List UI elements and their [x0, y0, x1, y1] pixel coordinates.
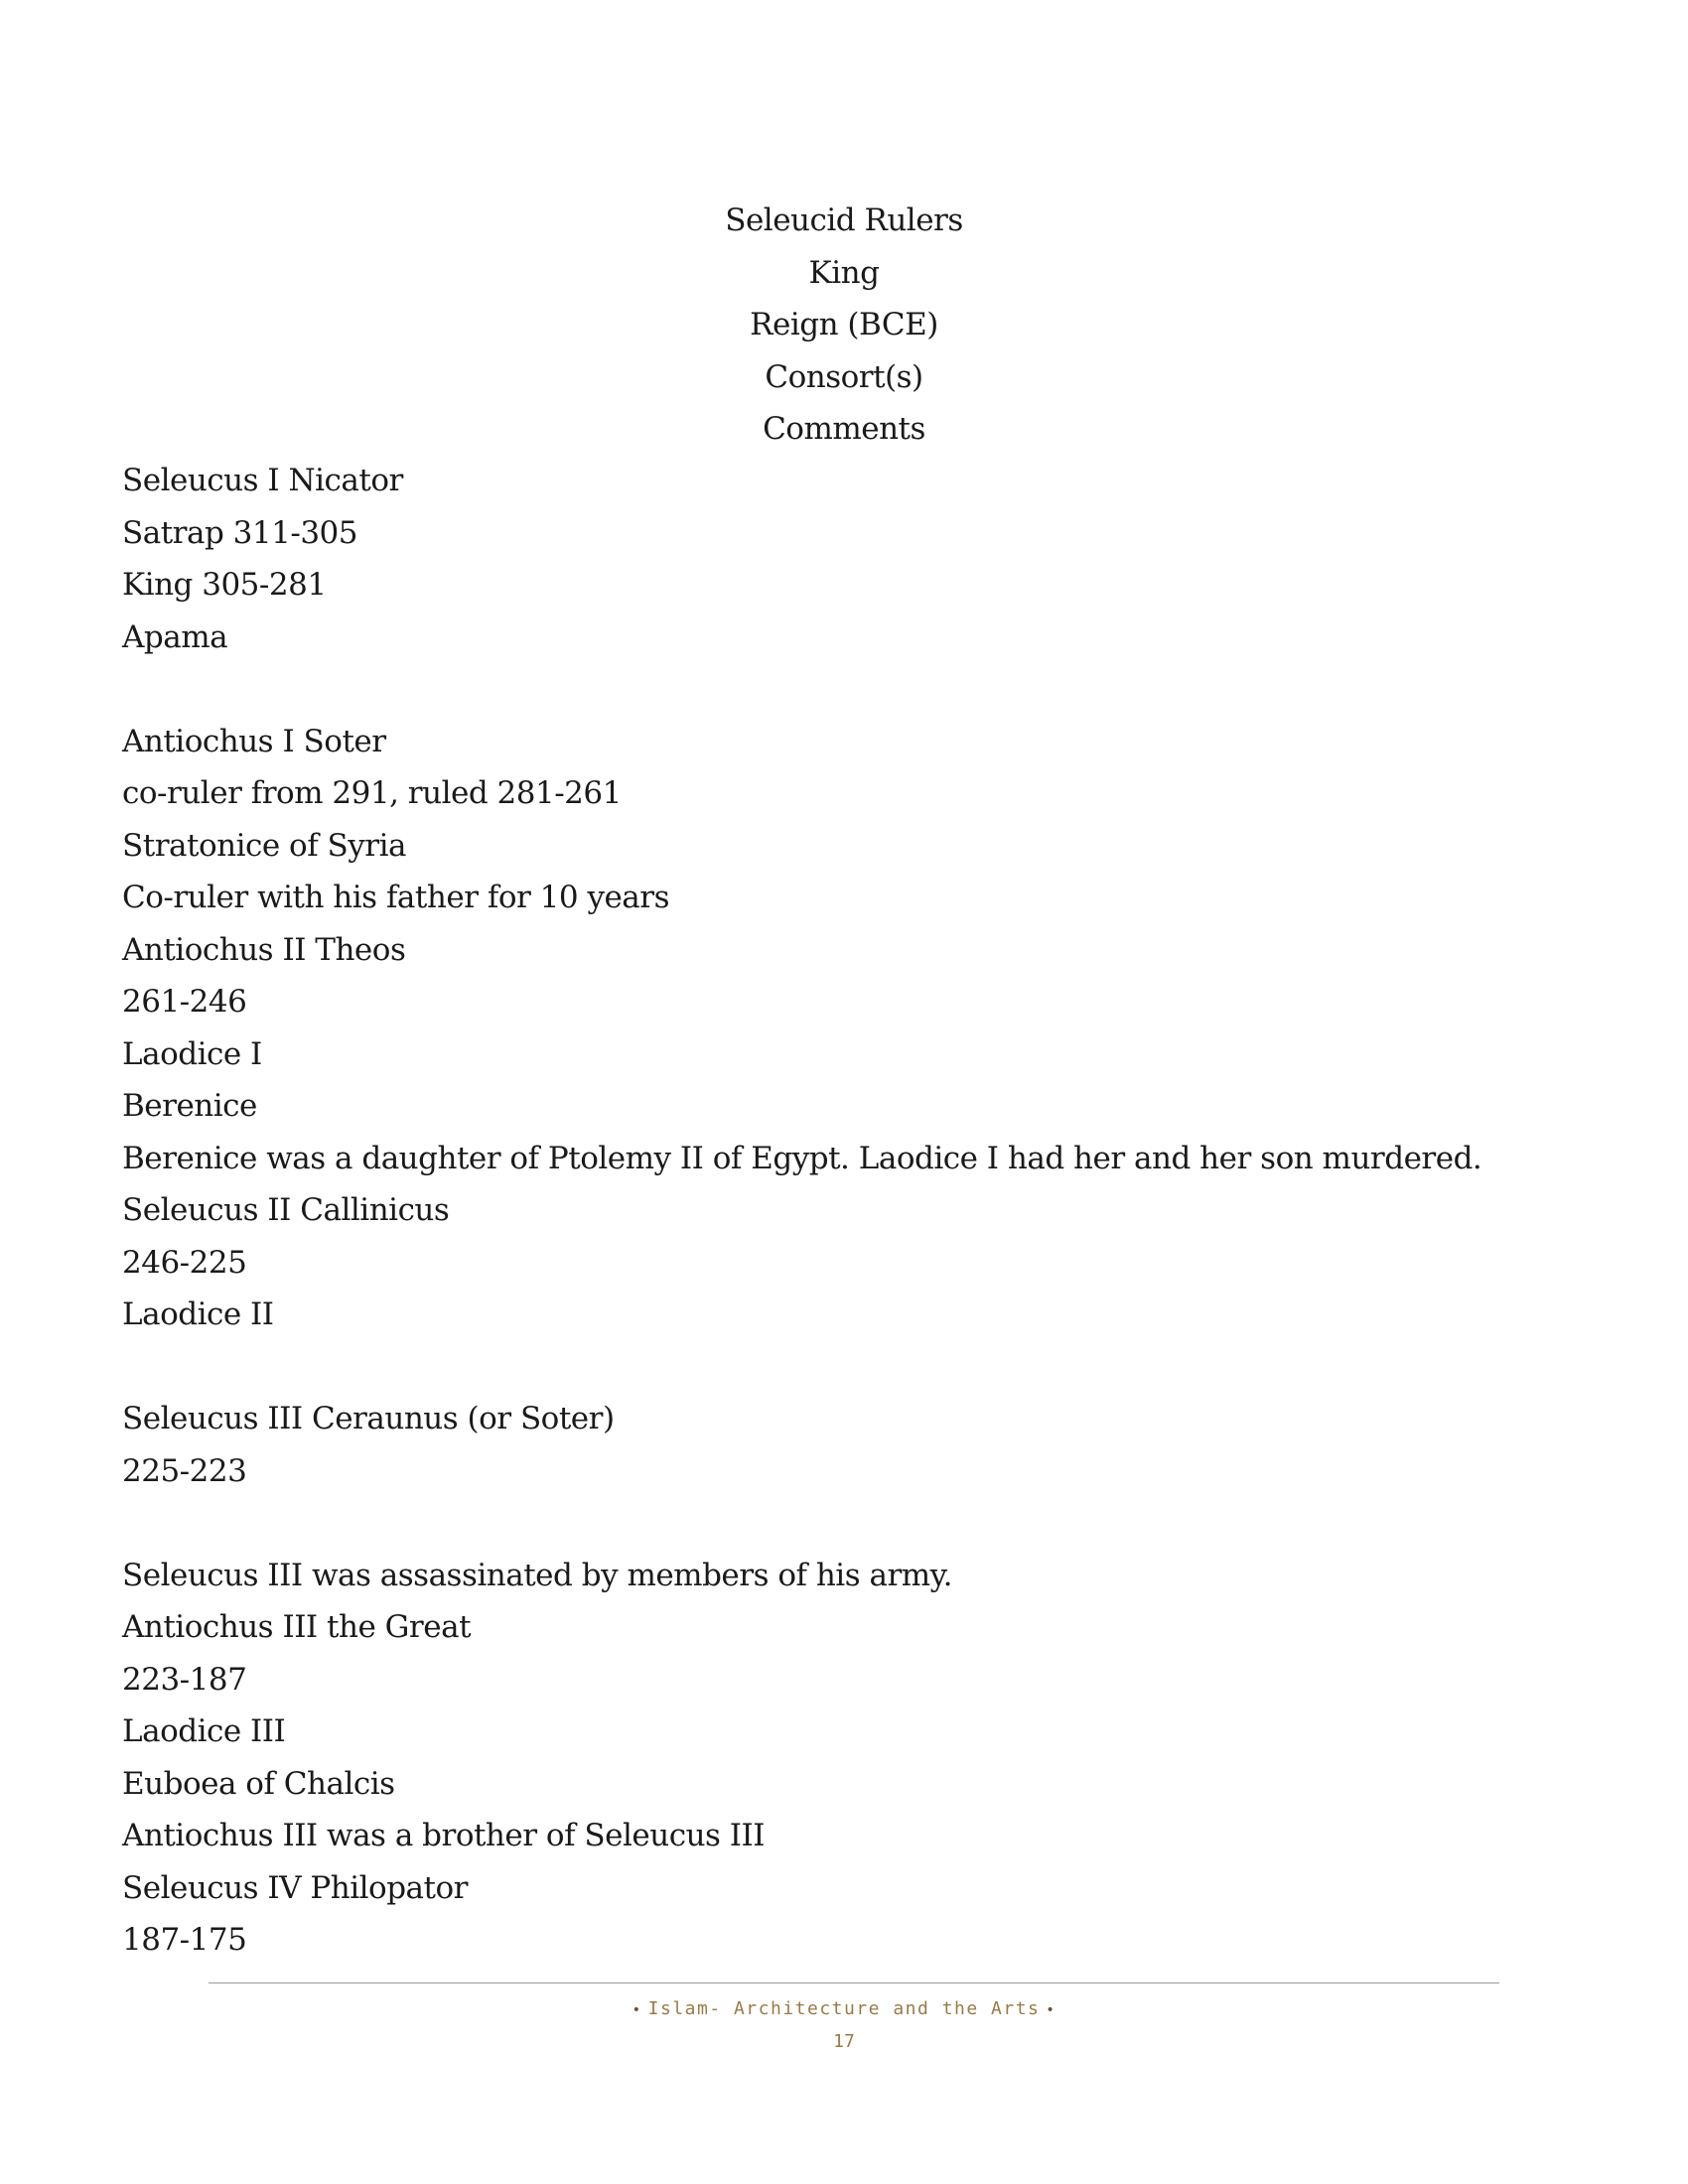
body-line: Seleucus II Callinicus — [122, 1192, 450, 1228]
body-line: Antiochus III was a brother of Seleucus III — [122, 1818, 766, 1853]
body-line: King 305-281 — [122, 567, 327, 603]
body-line: 246-225 — [122, 1244, 247, 1281]
column-header-comments: Comments — [763, 411, 925, 447]
body-line: 187-175 — [122, 1922, 247, 1958]
body-line: Berenice — [122, 1088, 257, 1124]
body-line: co-ruler from 291, ruled 281-261 — [122, 775, 622, 811]
body-line: Apama — [122, 618, 228, 655]
body-line: Co-ruler with his father for 10 years — [122, 880, 670, 915]
body-line: Seleucus III was assassinated by members of his army. — [122, 1557, 952, 1593]
body-line: Berenice was a daughter of Ptolemy II of Egypt. Laodice I had her and her son murdered. — [122, 1140, 1482, 1176]
body-line: Stratonice of Syria — [122, 827, 407, 864]
body-line: Laodice II — [122, 1297, 274, 1332]
body-line: Antiochus III the Great — [122, 1609, 472, 1645]
body-line: 225-223 — [122, 1452, 247, 1489]
body-line: Seleucus I Nicator — [122, 463, 403, 498]
body-line: Antiochus II Theos — [122, 931, 406, 968]
footer-title — [0, 1998, 1688, 2019]
blank-line — [122, 1341, 1572, 1394]
footer-bullet-right: • — [1046, 2002, 1056, 2018]
blank-line — [122, 663, 1572, 716]
body-line: Seleucus III Ceraunus (or Soter) — [122, 1401, 615, 1436]
body-line: Euboea of Chalcis — [122, 1765, 395, 1802]
body-line: 261-246 — [122, 984, 247, 1020]
footer-divider — [209, 1982, 1499, 1983]
footer-bullet-left: • — [632, 2002, 642, 2018]
body-line: Satrap 311-305 — [122, 514, 357, 551]
ruler-list — [122, 455, 1572, 1967]
body-line: Laodice I — [122, 1035, 262, 1072]
blank-line — [122, 1497, 1572, 1550]
page-number: 17 — [833, 2031, 855, 2052]
body-line: Laodice III — [122, 1713, 286, 1749]
column-header-king: King — [808, 254, 880, 291]
column-header-consorts: Consort(s) — [765, 358, 923, 395]
body-line: Seleucus IV Philopator — [122, 1869, 468, 1906]
page-title: Seleucid Rulers — [725, 203, 963, 238]
body-line: 223-187 — [122, 1661, 247, 1698]
table-heading — [0, 195, 1688, 456]
body-line: Antiochus I Soter — [122, 723, 386, 759]
footer-title-text: Islam- Architecture and the Arts — [647, 1998, 1041, 2019]
column-header-reign: Reign (BCE) — [750, 307, 938, 342]
